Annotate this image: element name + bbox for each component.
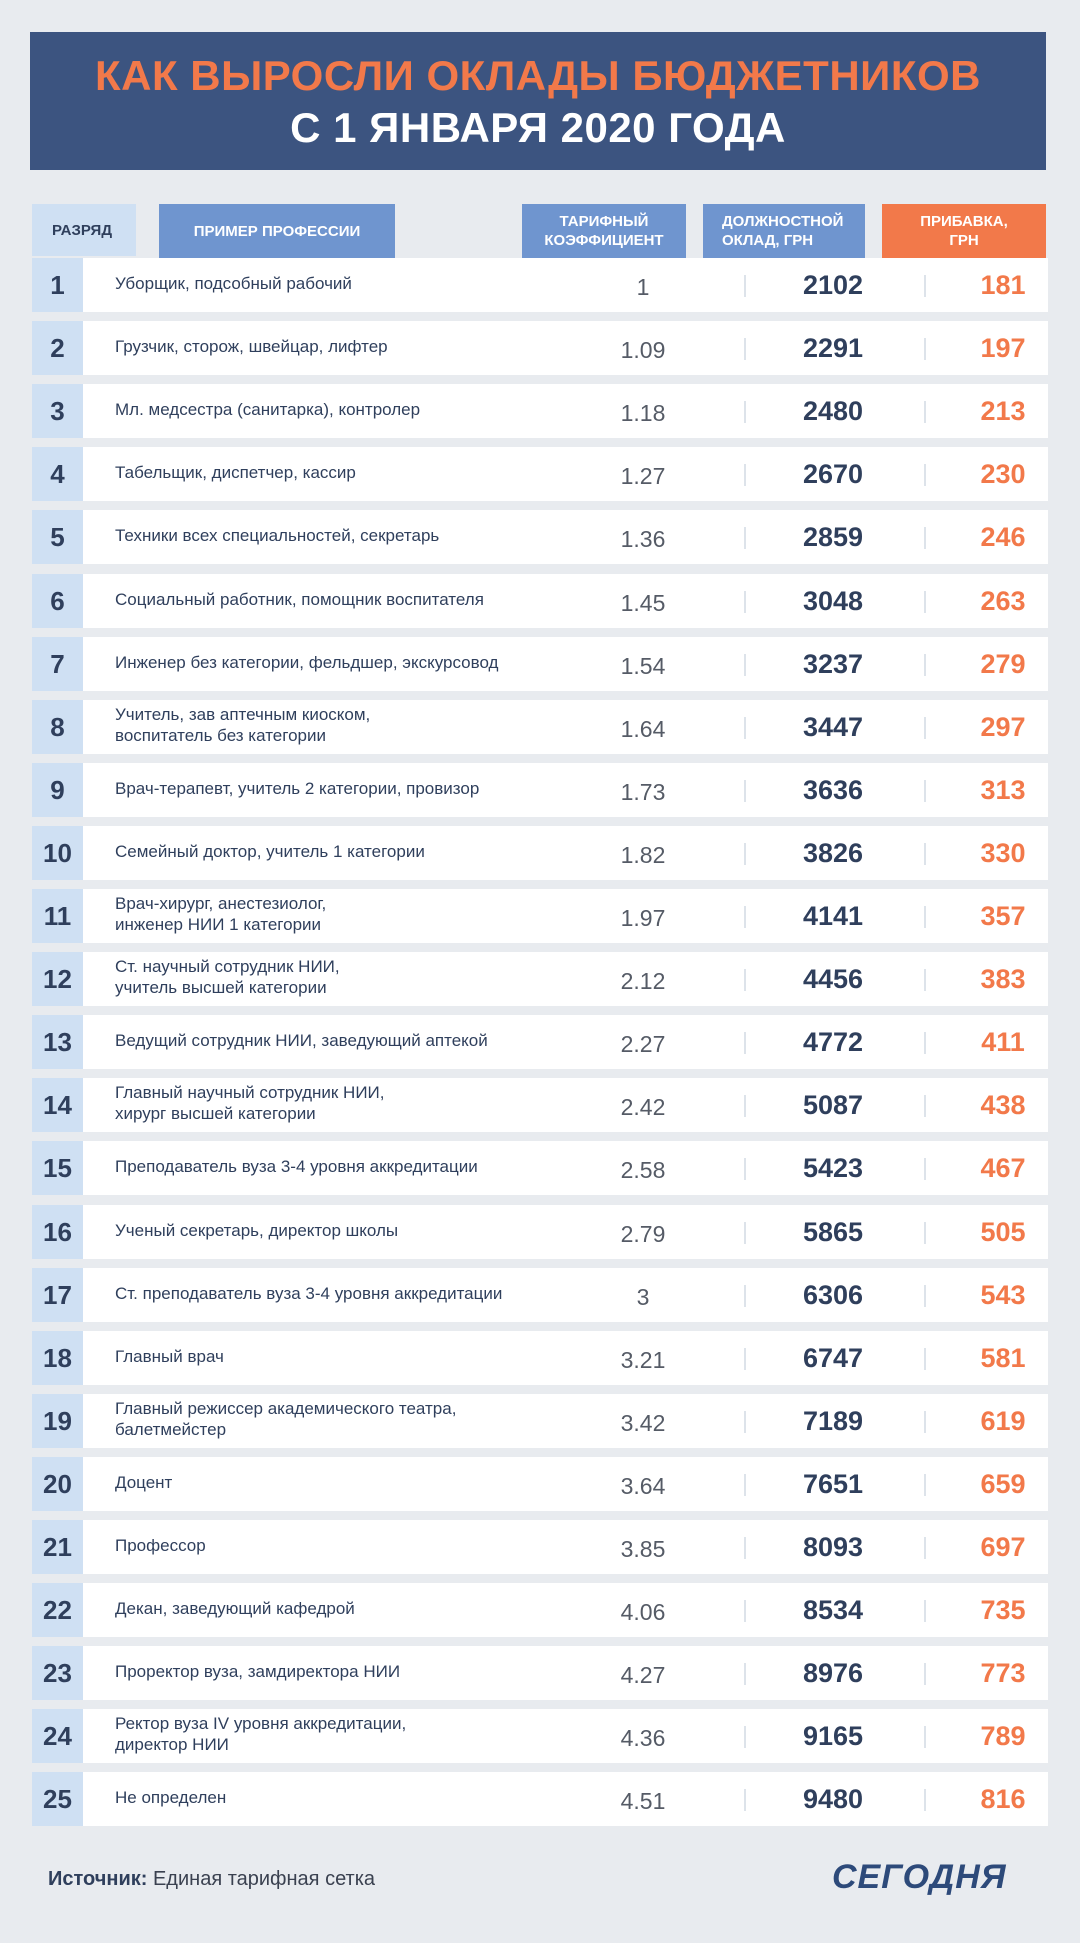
raise-cell: 659 (980, 1468, 1026, 1499)
raise-cell: 297 (980, 711, 1026, 742)
raise-cell: 816 (980, 1783, 1026, 1814)
column-divider (744, 906, 746, 928)
title-banner (30, 32, 1046, 170)
table-row (32, 1205, 1048, 1259)
row-body (83, 258, 1048, 312)
salary-cell: 5087 (802, 1089, 864, 1120)
row-body (83, 1078, 1048, 1132)
table-row (32, 952, 1048, 1006)
profession-cell: Ведущий сотрудник НИИ, заведующий аптекой (115, 1030, 488, 1050)
table-row (32, 889, 1048, 943)
rank-cell: 23 (32, 1646, 83, 1700)
column-divider (924, 527, 926, 549)
rank-cell: 15 (32, 1141, 83, 1195)
coefficient-cell: 4.51 (620, 1787, 666, 1814)
header-raise (882, 204, 1046, 258)
raise-cell: 411 (981, 1026, 1025, 1057)
profession-cell: Семейный доктор, учитель 1 категории (115, 841, 425, 861)
row-body (83, 1015, 1048, 1069)
table-row (32, 700, 1048, 754)
table-row (32, 258, 1048, 312)
coefficient-cell: 3.42 (620, 1409, 666, 1436)
rank-cell: 22 (32, 1583, 83, 1637)
row-body (83, 1141, 1048, 1195)
column-divider (744, 1726, 746, 1748)
coefficient-cell: 1.97 (620, 904, 666, 931)
raise-cell: 697 (980, 1531, 1026, 1562)
column-divider (744, 780, 746, 802)
raise-cell: 313 (980, 774, 1026, 805)
table-row (32, 321, 1048, 375)
header-salary-label: ДОЛЖНОСТНОЙ ОКЛАД, ГРН (722, 213, 844, 249)
row-body (83, 889, 1048, 943)
salary-cell: 3048 (802, 585, 864, 616)
salary-cell: 4141 (802, 900, 864, 931)
column-divider (924, 969, 926, 991)
coefficient-cell: 1 (636, 273, 650, 300)
raise-cell: 789 (980, 1720, 1026, 1751)
row-body (83, 384, 1048, 438)
profession-cell: Проректор вуза, замдиректора НИИ (115, 1661, 401, 1681)
raise-cell: 330 (980, 837, 1026, 868)
salary-cell: 4772 (802, 1026, 864, 1057)
profession-cell: Табельщик, диспетчер, кассир (115, 462, 356, 482)
row-body (83, 1331, 1048, 1385)
column-divider (744, 1158, 746, 1180)
table-row (32, 1520, 1048, 1574)
column-divider (744, 1095, 746, 1117)
profession-cell: Техники всех специальностей, секретарь (115, 525, 440, 545)
salary-cell: 2859 (802, 521, 864, 552)
rank-cell: 3 (32, 384, 83, 438)
header-coefficient-label: ТАРИФНЫЙ КОЭФФИЦИЕНТ (544, 213, 664, 249)
salary-cell: 8093 (802, 1531, 864, 1562)
profession-cell: Ст. научный сотрудник НИИ, учитель высшей категории (115, 957, 340, 997)
coefficient-cell: 2.79 (620, 1220, 666, 1247)
profession-cell: Грузчик, сторож, швейцар, лифтер (115, 336, 388, 356)
salary-cell: 2291 (802, 332, 864, 363)
column-divider (924, 275, 926, 297)
row-body (83, 1457, 1048, 1511)
rank-cell: 25 (32, 1772, 83, 1826)
raise-cell: 773 (980, 1657, 1026, 1688)
header-rank: РАЗРЯД (32, 204, 136, 256)
coefficient-cell: 3 (636, 1283, 650, 1310)
table-row (32, 763, 1048, 817)
coefficient-cell: 4.36 (620, 1724, 666, 1751)
salary-cell: 2480 (802, 395, 864, 426)
row-body (83, 1709, 1048, 1763)
salary-cell: 6747 (802, 1342, 864, 1373)
raise-cell: 197 (980, 332, 1026, 363)
column-divider (924, 464, 926, 486)
column-divider (744, 1537, 746, 1559)
table-row (32, 1268, 1048, 1322)
rank-cell: 2 (32, 321, 83, 375)
column-divider (744, 464, 746, 486)
profession-cell: Инженер без категории, фельдшер, экскурсовод (115, 652, 499, 672)
row-body (83, 1268, 1048, 1322)
coefficient-cell: 1.45 (620, 589, 666, 616)
table-row (32, 1646, 1048, 1700)
coefficient-cell: 2.12 (620, 967, 666, 994)
table-row (32, 1331, 1048, 1385)
header-raise-label: ПРИБАВКА, ГРН (920, 213, 1008, 249)
profession-cell: Ст. преподаватель вуза 3-4 уровня аккредитации (115, 1283, 503, 1303)
rank-cell: 13 (32, 1015, 83, 1069)
row-body (83, 952, 1048, 1006)
table-row (32, 447, 1048, 501)
column-divider (744, 1411, 746, 1433)
column-divider (744, 338, 746, 360)
column-divider (924, 717, 926, 739)
header-profession: ПРИМЕР ПРОФЕССИИ (159, 204, 395, 258)
row-body (83, 321, 1048, 375)
raise-cell: 438 (980, 1089, 1026, 1120)
row-body (83, 1583, 1048, 1637)
row-body (83, 1205, 1048, 1259)
salary-cell: 9480 (802, 1783, 864, 1814)
coefficient-cell: 1.54 (620, 652, 666, 679)
rank-cell: 21 (32, 1520, 83, 1574)
coefficient-cell: 3.64 (620, 1472, 666, 1499)
rank-cell: 19 (32, 1394, 83, 1448)
raise-cell: 263 (980, 585, 1026, 616)
profession-cell: Социальный работник, помощник воспитателя (115, 589, 484, 609)
coefficient-cell: 2.27 (620, 1030, 666, 1057)
profession-cell: Главный врач (115, 1346, 224, 1366)
salary-cell: 2670 (802, 458, 864, 489)
raise-cell: 543 (980, 1279, 1026, 1310)
row-body (83, 700, 1048, 754)
profession-cell: Профессор (115, 1535, 206, 1555)
column-divider (924, 1411, 926, 1433)
profession-cell: Учитель, зав аптечным киоском, воспитатель без категории (115, 705, 371, 745)
row-body (83, 574, 1048, 628)
rank-cell: 10 (32, 826, 83, 880)
column-divider (924, 1726, 926, 1748)
column-divider (744, 1285, 746, 1307)
column-divider (744, 1600, 746, 1622)
column-divider (744, 401, 746, 423)
column-divider (924, 1348, 926, 1370)
salary-cell: 3447 (802, 711, 864, 742)
raise-cell: 279 (980, 648, 1026, 679)
title-line-1: КАК ВЫРОСЛИ ОКЛАДЫ БЮДЖЕТНИКОВ (95, 52, 981, 99)
table-row (32, 826, 1048, 880)
salary-cell: 5423 (802, 1152, 864, 1183)
rank-cell: 20 (32, 1457, 83, 1511)
table-row (32, 1772, 1048, 1826)
salary-cell: 6306 (802, 1279, 864, 1310)
raise-cell: 213 (980, 395, 1026, 426)
coefficient-cell: 1.18 (620, 399, 666, 426)
table-row (32, 1457, 1048, 1511)
raise-cell: 230 (980, 458, 1026, 489)
raise-cell: 619 (980, 1405, 1026, 1436)
profession-cell: Преподаватель вуза 3-4 уровня аккредитации (115, 1156, 478, 1176)
salary-cell: 9165 (802, 1720, 864, 1751)
column-divider (744, 843, 746, 865)
table-row (32, 637, 1048, 691)
rank-cell: 6 (32, 574, 83, 628)
column-divider (744, 717, 746, 739)
profession-cell: Декан, заведующий кафедрой (115, 1598, 355, 1618)
column-divider (924, 1537, 926, 1559)
column-divider (744, 1032, 746, 1054)
column-divider (924, 1285, 926, 1307)
rank-cell: 8 (32, 700, 83, 754)
coefficient-cell: 2.42 (620, 1093, 666, 1120)
table-row (32, 1078, 1048, 1132)
publisher-logo: СЕГОДНЯ (832, 1858, 1007, 1896)
rank-cell: 18 (32, 1331, 83, 1385)
coefficient-cell: 1.36 (620, 525, 666, 552)
row-body (83, 637, 1048, 691)
table-row (32, 510, 1048, 564)
header-salary (703, 204, 865, 258)
table-row (32, 384, 1048, 438)
column-divider (924, 843, 926, 865)
column-divider (924, 1032, 926, 1054)
raise-cell: 735 (980, 1594, 1026, 1625)
column-divider (744, 654, 746, 676)
coefficient-cell: 3.21 (620, 1346, 666, 1373)
column-divider (744, 1222, 746, 1244)
salary-cell: 2102 (802, 269, 864, 300)
table-row (32, 1015, 1048, 1069)
column-divider (744, 1348, 746, 1370)
profession-cell: Уборщик, подсобный рабочий (115, 273, 352, 293)
table-row (32, 1141, 1048, 1195)
column-divider (924, 906, 926, 928)
rank-cell: 1 (32, 258, 83, 312)
profession-cell: Не определен (115, 1787, 227, 1807)
rank-cell: 16 (32, 1205, 83, 1259)
salary-cell: 7651 (802, 1468, 864, 1499)
header-coefficient (522, 204, 686, 258)
raise-cell: 505 (980, 1216, 1026, 1247)
raise-cell: 467 (980, 1152, 1026, 1183)
row-body (83, 1772, 1048, 1826)
coefficient-cell: 4.06 (620, 1598, 666, 1625)
salary-cell: 3636 (802, 774, 864, 805)
coefficient-cell: 1.82 (620, 841, 666, 868)
profession-cell: Мл. медсестра (санитарка), контролер (115, 399, 421, 419)
salary-cell: 5865 (802, 1216, 864, 1247)
source-text: Единая тарифная сетка (152, 1868, 375, 1890)
coefficient-cell: 1.73 (620, 778, 666, 805)
salary-cell: 8976 (802, 1657, 864, 1688)
column-divider (924, 1474, 926, 1496)
salary-cell: 7189 (802, 1405, 864, 1436)
column-divider (744, 1789, 746, 1811)
coefficient-cell: 1.09 (620, 336, 666, 363)
rank-cell: 24 (32, 1709, 83, 1763)
salary-cell: 4456 (802, 963, 864, 994)
profession-cell: Ученый секретарь, директор школы (115, 1220, 399, 1240)
coefficient-cell: 1.27 (620, 462, 666, 489)
profession-cell: Доцент (115, 1472, 173, 1492)
salary-cell: 8534 (802, 1594, 864, 1625)
row-body (83, 1394, 1048, 1448)
profession-cell: Врач-хирург, анестезиолог, инженер НИИ 1 категории (115, 894, 327, 934)
column-divider (744, 275, 746, 297)
profession-cell: Врач-терапевт, учитель 2 категории, провизор (115, 778, 480, 798)
rank-cell: 7 (32, 637, 83, 691)
column-divider (924, 1600, 926, 1622)
table-row (32, 1709, 1048, 1763)
rank-cell: 12 (32, 952, 83, 1006)
raise-cell: 581 (980, 1342, 1026, 1373)
salary-cell: 3826 (802, 837, 864, 868)
raise-cell: 383 (980, 963, 1026, 994)
rank-cell: 11 (32, 889, 83, 943)
source-note (48, 1868, 375, 1891)
row-body (83, 1520, 1048, 1574)
coefficient-cell: 1.64 (620, 715, 666, 742)
coefficient-cell: 2.58 (620, 1156, 666, 1183)
coefficient-cell: 4.27 (620, 1661, 666, 1688)
profession-cell: Ректор вуза IV уровня аккредитации, директор НИИ (115, 1714, 407, 1754)
row-body (83, 1646, 1048, 1700)
column-divider (924, 591, 926, 613)
column-divider (924, 1789, 926, 1811)
table-row (32, 1394, 1048, 1448)
profession-cell: Главный научный сотрудник НИИ, хирург высшей категории (115, 1083, 385, 1123)
raise-cell: 181 (980, 269, 1026, 300)
column-divider (924, 338, 926, 360)
source-label: Источник: (48, 1868, 148, 1890)
column-divider (924, 1663, 926, 1685)
column-divider (744, 591, 746, 613)
rank-cell: 9 (32, 763, 83, 817)
rank-cell: 17 (32, 1268, 83, 1322)
coefficient-cell: 3.85 (620, 1535, 666, 1562)
column-divider (744, 969, 746, 991)
profession-cell: Главный режиссер академического театра, балетмейстер (115, 1399, 457, 1439)
salary-cell: 3237 (802, 648, 864, 679)
rank-cell: 14 (32, 1078, 83, 1132)
raise-cell: 246 (980, 521, 1026, 552)
title-line-2: С 1 ЯНВАРЯ 2020 ГОДА (290, 104, 786, 151)
column-divider (924, 1222, 926, 1244)
row-body (83, 447, 1048, 501)
column-divider (924, 401, 926, 423)
row-body (83, 763, 1048, 817)
rank-cell: 4 (32, 447, 83, 501)
column-divider (924, 654, 926, 676)
table-row (32, 574, 1048, 628)
column-divider (924, 780, 926, 802)
raise-cell: 357 (980, 900, 1026, 931)
table-row (32, 1583, 1048, 1637)
column-divider (744, 1474, 746, 1496)
row-body (83, 510, 1048, 564)
rank-cell: 5 (32, 510, 83, 564)
column-divider (924, 1095, 926, 1117)
column-divider (744, 527, 746, 549)
row-body (83, 826, 1048, 880)
column-divider (924, 1158, 926, 1180)
column-divider (744, 1663, 746, 1685)
